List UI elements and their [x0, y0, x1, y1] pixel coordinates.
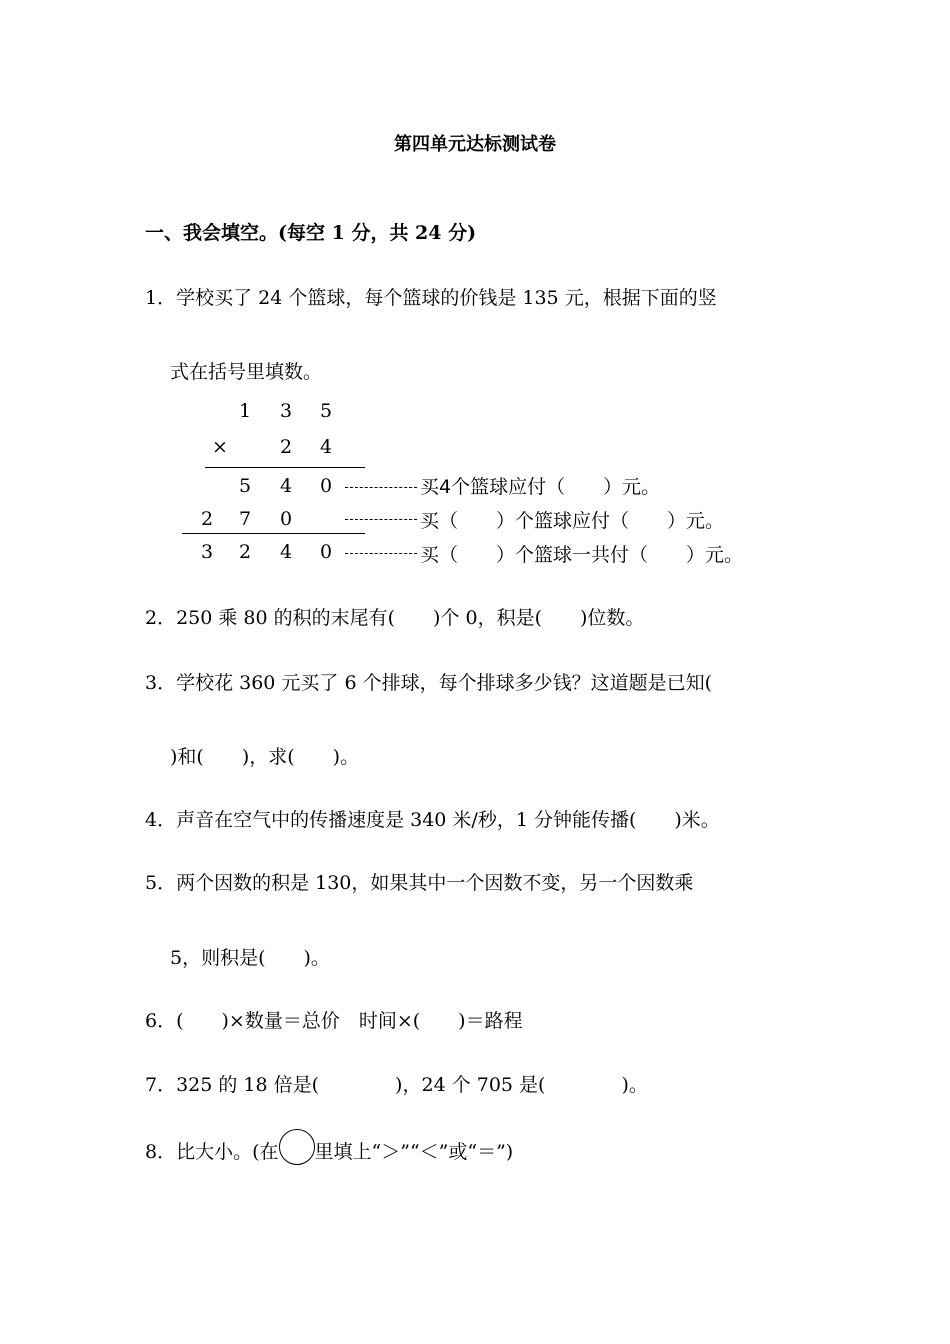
partial-product-2-digit: 2	[200, 508, 214, 530]
multiplier-digit: 2	[279, 436, 293, 458]
calc-rule	[205, 467, 365, 468]
question-3-line-2: )和( )，求( )。	[170, 746, 360, 768]
product-digit: 3	[200, 541, 214, 563]
partial-product-1-digit: 4	[279, 475, 293, 497]
compare-circle-icon	[279, 1129, 315, 1165]
section-heading: 一、我会填空。(每空 1 分，共 24 分)	[145, 222, 477, 244]
question-6: 6．( )×数量＝总价 时间×( )＝路程	[145, 1010, 523, 1032]
page-title: 第四单元达标测试卷	[394, 134, 556, 155]
multiplicand-digit: 3	[279, 400, 293, 422]
question-8	[145, 1135, 513, 1171]
question-5-line-1: 5．两个因数的积是 130，如果其中一个因数不变，另一个因数乘	[145, 872, 694, 894]
product-digit: 4	[279, 541, 293, 563]
multiply-operator: ×	[212, 436, 228, 458]
question-8-prefix: 8．比大小。(在	[145, 1141, 279, 1163]
multiplicand-digit: 1	[238, 400, 252, 422]
dashed-leader	[345, 553, 417, 554]
question-1-line-2: 式在括号里填数。	[170, 361, 323, 383]
calc-label-3: 买（ ）个篮球一共付（ ）元。	[420, 544, 744, 566]
product-digit: 2	[238, 541, 252, 563]
question-1-line-1: 1．学校买了 24 个篮球，每个篮球的价钱是 135 元，根据下面的竖	[145, 287, 717, 309]
partial-product-2-digit: 7	[238, 508, 252, 530]
question-5-line-2: 5，则积是( )。	[170, 947, 330, 969]
calc-label-1: 买4个篮球应付（ ）元。	[420, 476, 661, 498]
multiplicand-digit: 5	[319, 400, 333, 422]
question-2: 2．250 乘 80 的积的末尾有( )个 0，积是( )位数。	[145, 607, 645, 629]
partial-product-1-digit: 5	[238, 475, 252, 497]
question-3-line-1: 3．学校花 360 元买了 6 个排球，每个排球多少钱？这道题是已知(	[145, 672, 713, 694]
calc-label-2: 买（ ）个篮球应付（ ）元。	[420, 510, 725, 532]
product-digit: 0	[319, 541, 333, 563]
question-4: 4．声音在空气中的传播速度是 340 米/秒，1 分钟能传播( )米。	[145, 809, 720, 831]
dashed-leader	[345, 519, 417, 520]
partial-product-1-digit: 0	[319, 475, 333, 497]
question-8-suffix: 里填上“＞”“＜”或“＝”)	[314, 1141, 514, 1163]
partial-product-2-digit: 0	[279, 508, 293, 530]
multiplier-digit: 4	[319, 436, 333, 458]
dashed-leader	[345, 487, 417, 488]
calc-rule	[182, 533, 365, 534]
question-7: 7．325 的 18 倍是( )，24 个 705 是( )。	[145, 1074, 648, 1096]
